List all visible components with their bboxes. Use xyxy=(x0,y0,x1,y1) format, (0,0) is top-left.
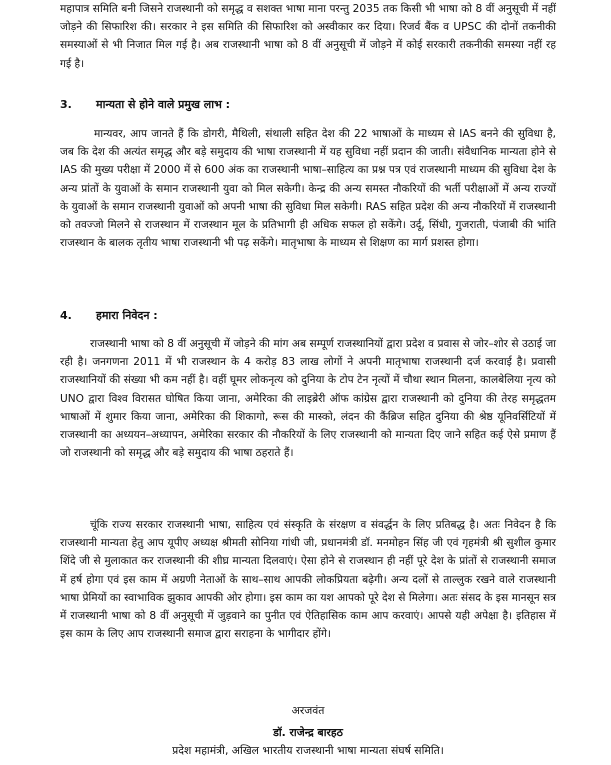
closing-salutation: अरजवंत xyxy=(291,704,325,717)
section-4-paragraph-2: चूंकि राज्य सरकार राजस्थानी भाषा, साहित्य एवं संस्कृति के संरक्षण व संवर्द्धन के लिए प्रतिबद्ध है। अतः निवेदन है कि राजस्थानी मान्यता हेतु आप यूपीए अध्यक्ष श्रीमती सोनिया गांधी जी, प्रधानमंत्री डॉ. मनमोहन सिंह जी एवं गृहमंत्री श्री सुशील कुमार शिंदे जी से मुलाकात कर राजस्थानी की शीघ्र मान्यता दिलवाएं। ऐसा होने से राजस्थान ही नहीं पूरे देश के प्रांतों से राजस्थानी समाज में हर्ष होगा एवं इस काम में अग्रणी नेताओं के साथ–साथ आपकी लोकप्रियता बढ़ेगी। अन्य दलों से ताल्लुक रखने वाले राजस्थानी भाषा प्रेमियों का स्वाभाविक झुकाव आपकी ओर होगा। इस काम का यश आपको पूरे देश से मिलेगा। अतः संसद के इस मानसून सत्र में राजस्थानी भाषा को 8 वीं अनुसूची में जुड़वाने का पुनीत एवं ऐतिहासिक काम आप करवाएं। आपसे यही अपेक्षा है। इतिहास में इस काम के लिए आप राजस्थानी समाज द्वारा सराहना के भागीदार होंगे। xyxy=(60,519,556,641)
section-3-paragraph: मान्यवर, आप जानते हैं कि डोगरी, मैथिली, संथाली सहित देश की 22 भाषाओं के माध्यम से IAS बनने की सुविधा है, जब कि देश की अत्यंत समृद्ध और बड़े समुदाय की भाषा राजस्थानी में यह सुविधा नहीं प्रदान की जाती। संवैधानिक मान्यता होने से IAS की मुख्य परीक्षा में 2000 में से 600 अंक का राजस्थानी भाषा–साहित्य का प्रश्न पत्र एवं राजस्थानी माध्यम की सुविधा देश के अन्य प्रांतों के युवाओं के समान राजस्थानी युवा को मिल सकेगी। केन्द्र की अन्य समस्त नौकरियों की भर्ती परीक्षाओं में अन्य राज्यों के युवाओं के समान राजस्थानी युवाओं को अपनी भाषा की सुविधा मिल सकेगी। RAS सहित प्रदेश की अन्य नौकरियों में राजस्थानी को तवज्जो मिलने से राजस्थान में राजस्थान मूल के प्रतिभागी ही अधिक सफल हो सकेंगे। उर्दू, सिंधी, गुजराती, पंजाबी की भांति राजस्थान के बालक तृतीय भाषा राजस्थानी भी पढ़ सकेंगे। मातृभाषा के माध्यम से शिक्षण का मार्ग प्रशस्त होगा। xyxy=(60,128,556,250)
section-4-heading xyxy=(60,308,158,324)
intro-paragraph: महापात्र समिति बनी जिसने राजस्थानी को समृद्ध व सशक्त भाषा माना परन्तु 2035 तक किसी भी भाषा को 8 वीं अनुसूची में नहीं जोड़ने की सिफारिश की। सरकार ने इस समिति की सिफारिश को अस्वीकार कर दिया। रिजर्व बैंक व UPSC की दोनों तकनीकी समस्याओं से भी निजात मिल गई है। अब राजस्थानी भाषा को 8 वीं अनुसूची में जोड़ने में कोई सरकारी तकनीकी समस्या नहीं रह गई है। xyxy=(60,3,556,70)
section-3-number: 3. xyxy=(60,98,72,111)
section-3-heading xyxy=(60,97,230,113)
section-4-paragraph-1: राजस्थानी भाषा को 8 वीं अनुसूची में जोड़ने की मांग अब सम्पूर्ण राजस्थानियों द्वारा प्रदेश व प्रवास से जोर–शोर से उठाई जा रही है। जनगणना 2011 में भी राजस्थान के 4 करोड़ 83 लाख लोगों ने अपनी मातृभाषा राजस्थानी दर्ज करवाई है। प्रवासी राजस्थानियों की संख्या भी कम नहीं है। वहीं घूमर लोकनृत्य को दुनिया के टोप टेन नृत्यों में चौथा स्थान मिलना, कालबेलिया नृत्य को UNO द्वारा विश्व विरासत घोषित किया जाना, अमेरिका की लाइब्रेरी ऑफ कांग्रेस द्वारा राजस्थानी को दुनिया की तेरह समृद्धतम भाषाओं में शुमार किया जाना, अमेरिका की शिकागो, रूस की मास्को, लंदन की कैंब्रिज सहित दुनिया की श्रेष्ठ यूनिवर्सिटियों में राजस्थानी का अध्ययन–अध्यापन, अमेरिका सरकार की नौकरियों के लिए राजस्थानी को मान्यता दिए जाने सहित कई ऐसे प्रमाण हैं जो राजस्थानी को समृद्ध और बड़े समुदाय की भाषा ठहराते हैं। xyxy=(60,338,556,460)
signatory-name: डॉ. राजेन्द्र बारहठ xyxy=(273,726,343,739)
section-4-number: 4. xyxy=(60,309,72,322)
section-3-title: मान्यता से होने वाले प्रमुख लाभ : xyxy=(96,98,231,111)
signatory-designation: प्रदेश महामंत्री, अखिल भारतीय राजस्थानी भाषा मान्यता संघर्ष समिति। xyxy=(172,744,444,757)
section-4-title: हमारा निवेदन : xyxy=(96,309,158,322)
